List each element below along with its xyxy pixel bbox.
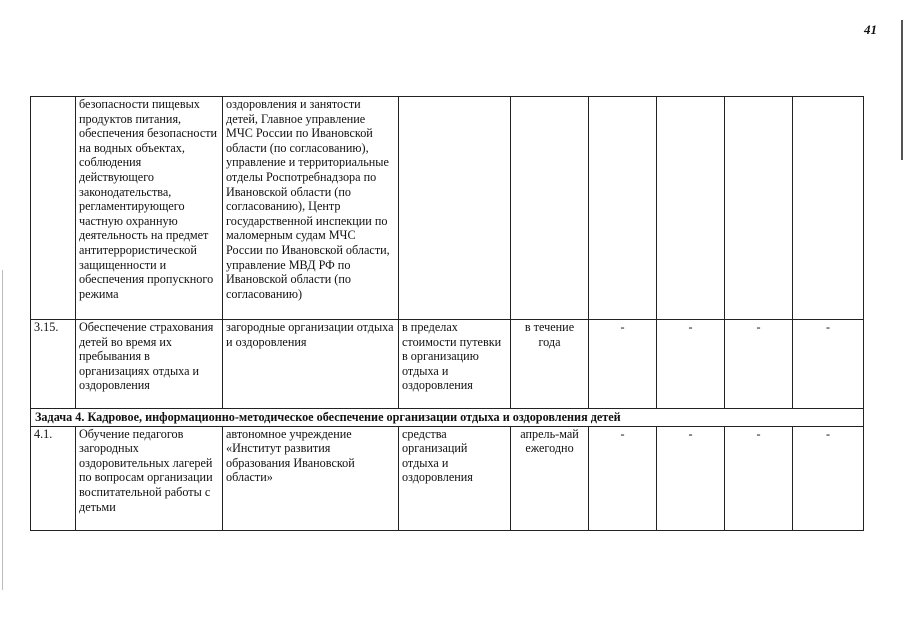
value-cell-4: - xyxy=(793,320,864,409)
value-cell-3: - xyxy=(725,320,793,409)
activity-cell: Обеспечение страхования детей во время их пребывания в организациях отдыха и оздоровления xyxy=(76,320,223,409)
value-cell-1: - xyxy=(589,426,657,530)
row-number: 4.1. xyxy=(31,426,76,530)
task-header-row xyxy=(31,409,864,427)
page-number: 41 xyxy=(864,22,877,37)
funding-source-cell: средства организаций отдыха и оздоровления xyxy=(399,426,511,530)
value-cell-4: - xyxy=(793,426,864,530)
row-number xyxy=(31,97,76,320)
activity-cell: Обучение педагогов загородных оздоровительных лагерей по вопросам организации воспитательной работы с детьми xyxy=(76,426,223,530)
value-cell-3 xyxy=(725,97,793,320)
value-cell-1 xyxy=(589,97,657,320)
funding-source-cell xyxy=(399,97,511,320)
executors-cell: загородные организации отдыха и оздоровления xyxy=(223,320,399,409)
value-cell-2: - xyxy=(657,426,725,530)
table-row xyxy=(31,320,864,409)
executors-cell: автономное учреждение «Институт развития образования Ивановской области» xyxy=(223,426,399,530)
period-cell: в течение года xyxy=(511,320,589,409)
activity-cell: безопасности пищевых продуктов питания, обеспечения безопасности на водных объектах, соблюдения действующего законодательства, регламентирующего частную охранную деятельность на предмет антитеррористической защищенности и обеспечения пропускного режима xyxy=(76,97,223,320)
task-4-heading: Задача 4. Кадровое, информационно-методическое обеспечение организации отдыха и оздоровления детей xyxy=(31,409,864,427)
value-cell-3: - xyxy=(725,426,793,530)
period-cell: апрель-май ежегодно xyxy=(511,426,589,530)
period-cell xyxy=(511,97,589,320)
table-row xyxy=(31,426,864,530)
scan-edge-left xyxy=(2,270,3,590)
executors-cell: оздоровления и занятости детей, Главное управление МЧС России по Ивановской области (по согласованию), управление и территориальные отделы Роспотребнадзора по Ивановской области (по согласованию), Центр государственной инспекции по маломерным судам МЧС России по Ивановской области, управление МВД РФ по Ивановской области (по согласованию) xyxy=(223,97,399,320)
value-cell-4 xyxy=(793,97,864,320)
value-cell-1: - xyxy=(589,320,657,409)
funding-source-cell: в пределах стоимости путевки в организацию отдыха и оздоровления xyxy=(399,320,511,409)
row-number: 3.15. xyxy=(31,320,76,409)
scan-edge-right xyxy=(901,20,903,160)
value-cell-2: - xyxy=(657,320,725,409)
value-cell-2 xyxy=(657,97,725,320)
plan-table xyxy=(30,96,864,531)
table-row xyxy=(31,97,864,320)
